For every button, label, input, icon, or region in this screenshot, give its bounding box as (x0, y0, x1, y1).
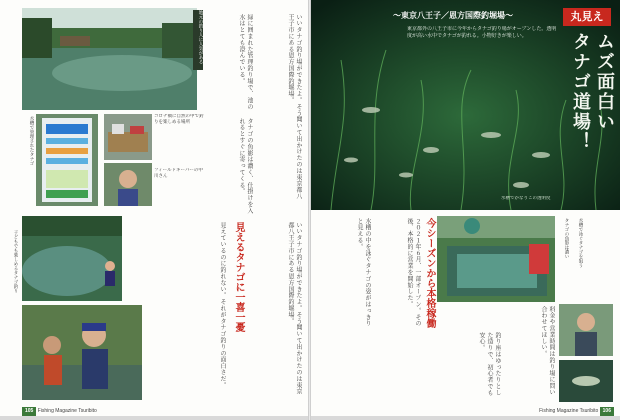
right-caption-pond: タナゴの魚影は濃い (564, 218, 569, 259)
fish-closeup-photo (559, 360, 613, 402)
right-page-number: 106 (600, 407, 614, 416)
right-body-column-3: 釣り座はゆったりとした造りで、初心者でも安心。 (478, 332, 501, 396)
right-body-column-4: 料金や営業時間は釣り場に問い合わせてほしい。 (540, 306, 555, 396)
left-caption-covid: コロナ禍に自然の中で釣りを楽しめる場所 (154, 114, 204, 125)
left-caption-sign: 水槽で管理されたタナゴ (29, 116, 34, 166)
pond-photo (22, 8, 197, 110)
left-page-number: 105 (22, 407, 36, 416)
lede-text: 東京都外の八王子市に今年からタナゴ釣り場がオープンした。透明度が高い水中でタナゴが釣れる。小物好きが楽しい。 (407, 26, 557, 39)
right-body-column-1: ２０２１年６月、一部オープン。その後、本格的に営業を開始した。 (406, 218, 421, 327)
tanago-pond-photo (437, 216, 555, 302)
anglers-pond-photo (22, 216, 122, 301)
right-footer-label: Fishing Magazine Tsuribito (539, 408, 599, 414)
title-main-line2: タナゴ道場！ (570, 32, 591, 152)
right-page (311, 0, 620, 416)
boy-fish-photo (22, 305, 142, 400)
sign-photo (36, 114, 98, 206)
left-body-column-4: 見えているのに釣れない。それがタナゴ釣りの面白さだ。 (219, 222, 226, 389)
left-heading: 見えるタナゴに一喜一憂 (233, 222, 244, 332)
left-footer (22, 407, 97, 416)
left-body-column-3: タナゴの魚影は濃く、仕掛けを入れるとすぐに寄ってくる。 (238, 118, 253, 214)
left-caption-pond: 地元の釣り人に人気がある (193, 10, 203, 70)
right-body-column-2: 水槽の中を泳ぐタナゴの姿がはっきりと見える。 (356, 218, 371, 327)
left-body-column-1: いいタナゴ釣り場ができたよ。そう聞いて出かけたのは東京都八王子市にある恩方国際釣堀場。 (287, 14, 302, 200)
hero-photo-note: 水槽でかなりこの透明度 (501, 196, 551, 201)
left-page (0, 0, 308, 416)
angler-portrait-photo (559, 304, 613, 356)
right-caption-tank: 水槽で泳ぐタナゴを狙う (578, 218, 583, 268)
title-main-line1: ムズ面白い (594, 32, 615, 132)
left-footer-label: Fishing Magazine Tsuribito (37, 408, 97, 414)
left-body-column-5: いいタナゴ釣り場ができたよ。そう聞いて出かけたのは東京都八王子市にある恩方国際釣堀場。 (287, 222, 302, 395)
keeper-photo (104, 163, 152, 206)
right-heading: 今シーズンから本格稼働 (424, 218, 435, 328)
title-badge: 丸見え (563, 8, 611, 26)
location-label: ～東京八王子／恩方国際釣堀場～ (393, 11, 513, 20)
left-body-column-2: 緑に囲まれた管理釣り場で、池の水はとても澄んでいる。 (238, 14, 253, 110)
right-footer (539, 407, 614, 416)
left-caption-boy: 子どもでも楽しめるタナゴ釣り (13, 230, 18, 293)
tackle-photo (104, 114, 152, 160)
left-caption-keeper: フィールドキーパーの中川さん (154, 168, 203, 179)
